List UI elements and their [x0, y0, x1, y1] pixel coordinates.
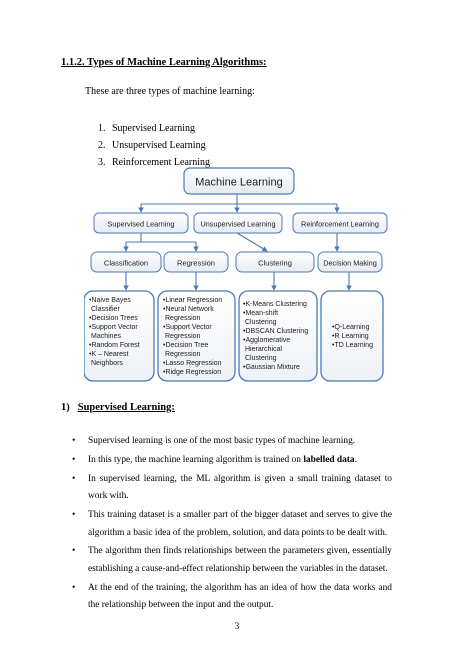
leaf-line: Regression — [165, 315, 201, 322]
leaf-line: •Random Forest — [89, 342, 140, 349]
leaf-box-classification — [84, 291, 154, 381]
intro-text: These are three types of machine learning: — [85, 86, 255, 97]
root-label: Machine Learning — [195, 176, 283, 189]
leaf-line: •Neural Network — [163, 306, 214, 313]
leaf-line: •Agglomerative — [243, 337, 291, 344]
leaf-line: •Mean-shift — [243, 310, 279, 317]
node-label: Decision Making — [323, 258, 377, 268]
leaf-box-decision-making — [321, 291, 383, 381]
bullet-text: This training dataset is a smaller part of the bigger dataset and serves to give the algorithm a basic idea of the problem, solution, and data points to be dealt with. — [88, 509, 392, 538]
node-regression — [164, 252, 228, 272]
subsection-title: Supervised Learning: — [77, 402, 175, 413]
list-number: 1. — [98, 123, 106, 134]
section-heading: 1.1.2. Types of Machine Learning Algorithms: — [61, 57, 267, 68]
list-item — [72, 543, 392, 578]
list-item — [72, 433, 392, 451]
leaf-line: •Decision Trees — [89, 315, 138, 322]
node-reinforcement-learning — [293, 213, 387, 233]
leaf-line: •Lasso Regression — [163, 360, 222, 367]
node-label: Supervised Learning — [107, 219, 175, 229]
list-item — [72, 580, 392, 615]
leaf-line: •Ridge Regression — [163, 369, 222, 376]
leaf-line: •K – Nearest — [89, 351, 129, 358]
list-label: Unsupervised Learning — [112, 140, 206, 151]
node-decision-making — [318, 252, 382, 272]
subsection-heading — [61, 402, 175, 413]
subsection-number: 1) — [61, 402, 70, 413]
leaf-line: Clustering — [245, 355, 277, 362]
leaf-line: Clustering — [245, 319, 277, 326]
list-item — [98, 120, 210, 137]
bullet-list — [72, 433, 392, 616]
node-label: Classification — [103, 258, 149, 268]
page-number: 3 — [234, 621, 240, 631]
leaf-line: •Support Vector — [89, 324, 138, 331]
list-number: 2. — [98, 140, 106, 151]
node-clustering — [236, 252, 314, 272]
types-list — [98, 120, 210, 171]
leaf-line: •TD Learning — [332, 342, 373, 349]
leaf-line: •Decision Tree — [163, 342, 209, 349]
leaf-box-regression — [158, 291, 235, 381]
list-item — [98, 137, 210, 154]
leaf-line: •Support Vector — [163, 324, 212, 331]
leaf-line: •Naive Bayes — [89, 297, 131, 304]
list-number: 3. — [98, 157, 106, 168]
leaf-line: •Gaussian Mixture — [243, 364, 300, 371]
leaf-box-clustering — [239, 291, 317, 381]
root-node — [184, 168, 294, 194]
leaf-line: Neighbors — [91, 360, 123, 367]
bullet-text-pre: In this type, the machine learning algorithm is trained on — [88, 454, 304, 465]
list-label: Supervised Learning — [112, 123, 196, 134]
leaf-line: Regression — [165, 333, 201, 340]
bullet-text: The algorithm then finds relationships between the parameters given, essentially establishing a cause-and-effect relationship between the variables in the dataset. — [88, 546, 392, 574]
leaf-line: Regression — [165, 351, 201, 358]
list-item — [72, 452, 392, 470]
node-label: Reinforcement Learning — [301, 219, 379, 229]
ml-types-diagram — [84, 166, 390, 384]
bullet-bold-term: labelled data — [303, 454, 355, 465]
leaf-line: •Linear Regression — [163, 297, 223, 304]
leaf-line: •R Learning — [332, 333, 369, 340]
list-item — [72, 507, 392, 542]
leaf-line: Machines — [91, 333, 121, 340]
svg-text:•Q-Learning •R Learning — [332, 324, 373, 349]
bullet-text: At the end of the training, the algorithm has an idea of how the data works and the relationship between the input and the output. — [88, 582, 392, 611]
node-classification — [91, 252, 161, 272]
bullet-text: Supervised learning is one of the most basic types of machine learning. — [88, 436, 356, 446]
node-unsupervised-learning — [194, 213, 282, 233]
node-label: Regression — [177, 258, 215, 268]
list-item — [72, 471, 392, 506]
list-label: Reinforcement Learning — [112, 157, 211, 168]
bullet-text: In supervised learning, the ML algorithm is given a small training dataset to work with. — [88, 473, 392, 502]
diagram-connectors — [126, 194, 349, 290]
leaf-line: Hierarchical — [245, 346, 282, 353]
leaf-line: •DBSCAN Clustering — [243, 328, 309, 335]
leaf-line: Classifier — [91, 306, 120, 313]
node-label: Clustering — [258, 258, 292, 268]
node-supervised-learning — [94, 213, 188, 233]
leaf-line: •K-Means Clustering — [243, 301, 307, 308]
leaf-line: •Q-Learning — [332, 324, 370, 331]
bullet-text-post: . — [354, 454, 357, 465]
node-label: Unsupervised Learning — [200, 219, 276, 229]
